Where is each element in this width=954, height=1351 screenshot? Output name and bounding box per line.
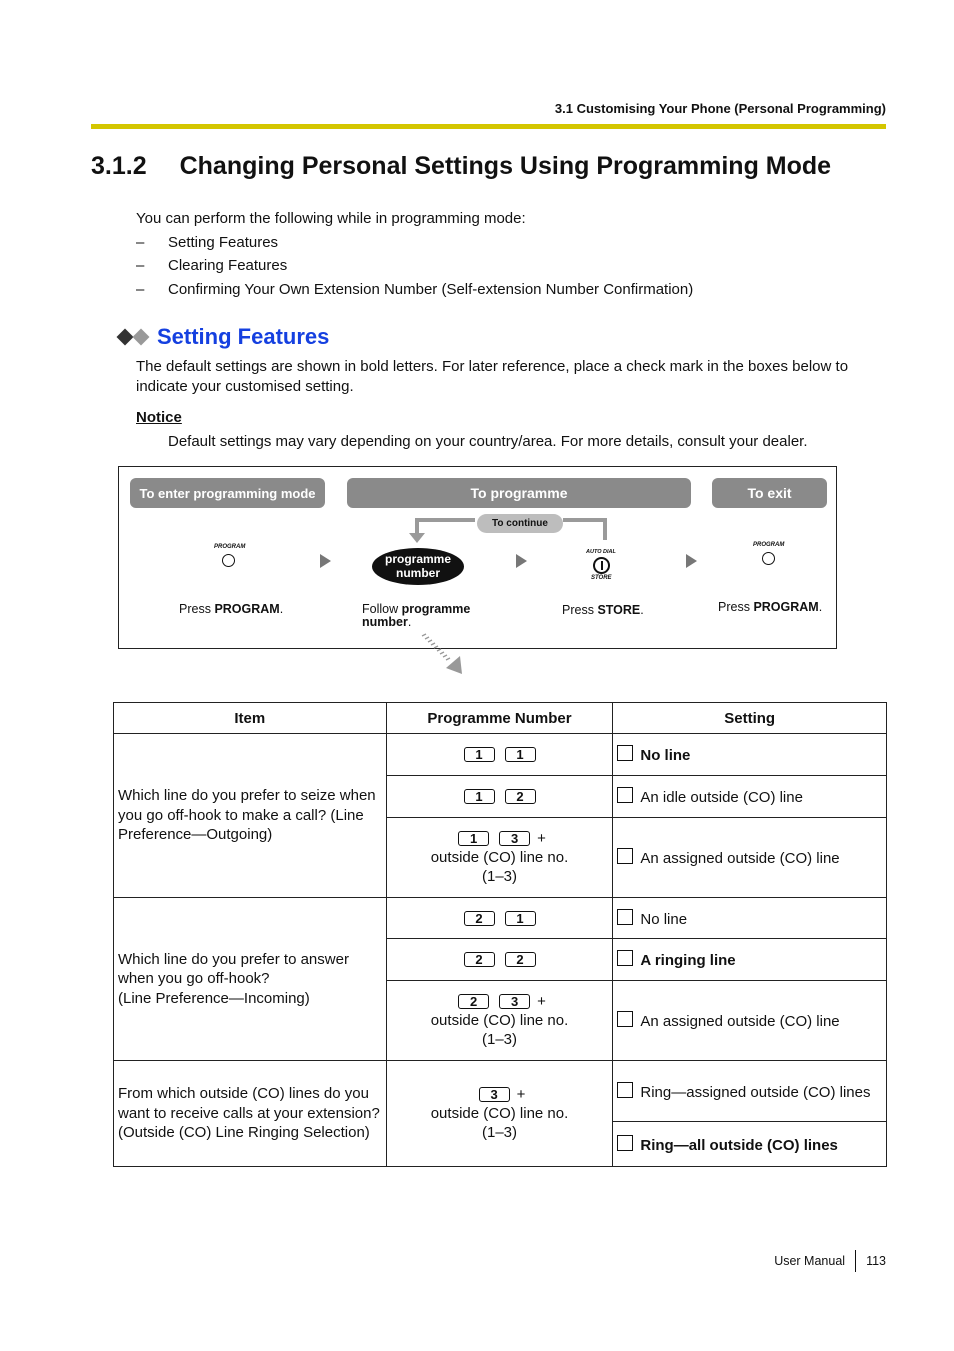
checkbox[interactable] [617,848,633,864]
section-heading: Changing Personal Settings Using Programming Mode [179,152,832,180]
step-caption: Press PROGRAM. [718,600,823,614]
key-icon: 1 [464,789,495,804]
program-button-icon [762,552,775,565]
to-continue-label: To continue [477,514,563,533]
programme-number-oval: programme number [372,548,464,585]
programme-cell: 3 + outside (CO) line no. (1–3) [386,1061,613,1167]
step-caption: Press PROGRAM. [179,602,284,616]
autodial-label: AUTO DIAL [586,549,616,555]
page-number: 113 [866,1254,886,1268]
checkbox[interactable] [617,745,633,761]
footer-divider [855,1250,856,1272]
key-icon: 2 [464,952,495,967]
table-row [114,1061,887,1122]
key-icon: 1 [464,747,495,762]
programme-cell [386,734,613,776]
table-header: Setting [613,703,887,734]
list-item: – Setting Features [136,233,279,251]
key-icon: 2 [458,994,489,1009]
enter-mode-label: To enter programming mode [130,478,325,508]
step-caption: Press STORE. [562,603,644,617]
intro [136,207,896,301]
programming-flow-diagram [118,466,837,649]
footer-label: User Manual [774,1254,846,1268]
setting-cell: Ring—assigned outside (CO) lines [613,1061,887,1122]
list-item: – Confirming Your Own Extension Number (Self-extension Number Confirmation) [136,280,694,298]
key-icon: 2 [464,911,495,926]
store-key-label: STORE [591,575,612,581]
programme-cell [386,776,613,818]
checkbox[interactable] [617,1011,633,1027]
exit-label: To exit [712,478,827,508]
programme-cell [386,898,613,939]
table-header: Item [114,703,387,734]
intro-lead: You can perform the following while in programming mode: [136,210,526,227]
program-key-label: PROGRAM [753,542,785,548]
key-icon: 3 [479,1087,510,1102]
notice-title: Notice [136,409,182,426]
setting-cell: Ring—all outside (CO) lines [613,1122,887,1167]
arrow-down-right-icon [418,632,466,680]
programme-label: To programme [347,478,691,508]
store-button-icon [593,557,610,574]
key-icon: 1 [505,747,536,762]
subsection-title: Setting Features [157,324,330,349]
loop-line [415,518,475,522]
page-footer [774,1250,886,1272]
section-number: 3.1.2 [91,152,147,180]
programme-cell: 2 3 + outside (CO) line no. (1–3) [386,981,613,1061]
checkbox[interactable] [617,1135,633,1151]
table-row [114,898,887,939]
setting-cell: No line [613,734,887,776]
table-header: Programme Number [386,703,613,734]
program-key-label: PROGRAM [214,544,246,550]
program-button-icon [222,554,235,567]
setting-cell: An idle outside (CO) line [613,776,887,818]
key-icon: 1 [458,831,489,846]
step-caption: Follow programme number. [362,602,471,629]
item-cell: Which line do you prefer to answer when you go off-hook? (Line Preference—Incoming) [114,898,387,1061]
loop-line [603,518,607,540]
arrow-right-icon [686,554,697,568]
item-cell: From which outside (CO) lines do you want to receive calls at your extension? (Outside (CO) Line Ringing Selection) [114,1061,387,1167]
running-header: 3.1 Customising Your Phone (Personal Programming) [554,101,886,116]
setting-cell: No line [613,898,887,939]
loop-arrow-icon [409,533,425,543]
notice-text: Default settings may vary depending on your country/area. For more details, consult your dealer. [168,433,808,450]
setting-cell: An assigned outside (CO) line [613,818,887,898]
programme-cell: 1 3 + outside (CO) line no. (1–3) [386,818,613,898]
section-title [91,152,831,181]
table-row [114,734,887,776]
checkbox[interactable] [617,1082,633,1098]
loop-line [563,518,607,522]
settings-table [113,702,887,1167]
checkbox[interactable] [617,787,633,803]
subsection-paragraph: The default settings are shown in bold letters. For later reference, place a check mark in the boxes below to indicate your customised setting. [136,358,849,395]
item-cell: Which line do you prefer to seize when you go off-hook to make a call? (Line Preference—Outgoing) [114,734,387,898]
diamonds-icon [119,331,151,343]
setting-cell: An assigned outside (CO) line [613,981,887,1061]
checkbox[interactable] [617,950,633,966]
arrow-right-icon [516,554,527,568]
arrow-right-icon [320,554,331,568]
checkbox[interactable] [617,909,633,925]
key-icon: 2 [505,952,536,967]
key-icon: 2 [505,789,536,804]
key-icon: 3 [499,831,530,846]
key-icon: 3 [499,994,530,1009]
programme-cell [386,939,613,981]
list-item: – Clearing Features [136,257,288,274]
setting-cell: A ringing line [613,939,887,981]
key-icon: 1 [505,911,536,926]
subsection-heading [119,324,329,350]
header-rule [91,124,886,129]
